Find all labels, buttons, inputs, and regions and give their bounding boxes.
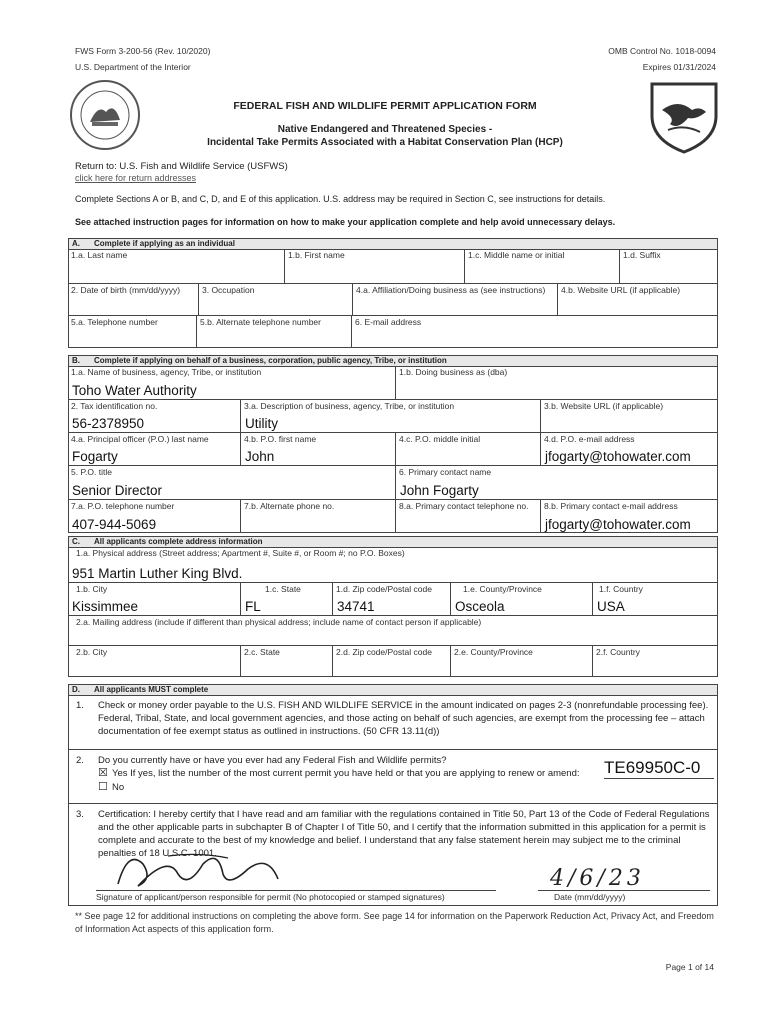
footer-note: ** See page 12 for additional instructions on completing the above form. See page 14 for information on the Paperwork Reduction Act, Privacy Act, and Freedom of Information Act aspects of this application form. <box>75 911 714 934</box>
item-number: 3. <box>76 809 84 820</box>
po-last-name-field[interactable]: 4.a. Principal officer (P.O.) last name Fogarty <box>68 432 240 465</box>
yes-text: Yes If yes, list the number of the most current permit you have held or that you are applying to renew or amend: <box>112 768 580 779</box>
last-name-field[interactable]: 1.a. Last name <box>71 250 128 260</box>
return-to: Return to: U.S. Fish and Wildlife Service (USFWS) <box>75 161 288 172</box>
section-letter: B. <box>72 356 80 365</box>
instruction-line-1: Complete Sections A or B, and C, D, and E of this application. U.S. address may be required in Section C, see instructions for details. <box>75 194 606 204</box>
email-field[interactable]: 6. E-mail address <box>351 315 717 348</box>
tax-id-field[interactable]: 2. Tax identification no. 56-2378950 <box>68 399 240 432</box>
expires: Expires 01/31/2024 <box>642 62 716 72</box>
signature-date[interactable]: 4/6/23 <box>550 866 645 891</box>
permit-question: Do you currently have or have you ever had any Federal Fish and Wildlife permits? <box>98 755 447 766</box>
section-b-header <box>68 355 718 366</box>
section-a-header <box>68 238 718 249</box>
alt-telephone-field[interactable]: 5.b. Alternate telephone number <box>196 315 351 348</box>
section-letter: A. <box>72 239 80 248</box>
section-title: Complete if applying as an individual <box>94 239 235 248</box>
mailing-country-field[interactable]: 2.f. Country <box>592 645 717 677</box>
po-telephone-field[interactable]: 7.a. P.O. telephone number 407-944-5069 <box>68 499 240 533</box>
signature-icon <box>108 844 308 894</box>
affiliation-field[interactable]: 4.a. Affiliation/Doing business as (see instructions) <box>352 283 557 315</box>
country-field[interactable]: 1.f. Country USA <box>592 582 717 615</box>
website-field[interactable]: 4.b. Website URL (if applicable) <box>557 283 717 315</box>
page-number: Page 1 of 14 <box>665 962 714 972</box>
dba-field[interactable]: 1.b. Doing business as (dba) <box>395 366 717 399</box>
contact-telephone-field[interactable]: 8.a. Primary contact telephone no. <box>395 499 540 533</box>
section-d-header <box>68 684 718 695</box>
zip-field[interactable]: 1.d. Zip code/Postal code 34741 <box>332 582 450 615</box>
po-first-name-field[interactable]: 4.b. P.O. first name John <box>240 432 395 465</box>
business-description-field[interactable]: 3.a. Description of business, agency, Tribe, or institution Utility <box>240 399 540 432</box>
permit-history-item <box>68 749 718 799</box>
county-field[interactable]: 1.e. County/Province Osceola <box>450 582 592 615</box>
section-title: Complete if applying on behalf of a business, corporation, public agency, Tribe, or institution <box>94 356 447 365</box>
occupation-field[interactable]: 3. Occupation <box>198 283 352 315</box>
instruction-line-2: See attached instruction pages for information on how to make your application complete and help avoid unnecessary delays. <box>75 217 616 227</box>
alt-phone-field[interactable]: 7.b. Alternate phone no. <box>240 499 395 533</box>
primary-contact-field[interactable]: 6. Primary contact name John Fogarty <box>395 465 717 499</box>
city-field[interactable]: 1.b. City Kissimmee <box>68 582 240 615</box>
business-website-field[interactable]: 3.b. Website URL (if applicable) <box>540 399 717 432</box>
first-name-field[interactable]: 1.b. First name <box>284 249 464 283</box>
middle-name-field[interactable]: 1.c. Middle name or initial <box>464 249 619 283</box>
form-subtitle-2: Incidental Take Permits Associated with a Habitat Conservation Plan (HCP) <box>207 137 563 148</box>
fee-item <box>68 695 718 745</box>
mailing-zip-field[interactable]: 2.d. Zip code/Postal code <box>332 645 450 677</box>
signature-line <box>96 890 496 891</box>
mailing-county-field[interactable]: 2.e. County/Province <box>450 645 592 677</box>
mailing-city-field[interactable]: 2.b. City <box>68 645 240 677</box>
mailing-state-field[interactable]: 2.c. State <box>240 645 332 677</box>
no-checkbox[interactable]: ☐ <box>98 781 108 793</box>
po-middle-initial-field[interactable]: 4.c. P.O. middle initial <box>395 432 540 465</box>
certification-item <box>68 803 718 906</box>
date-label: Date (mm/dd/yyyy) <box>554 892 626 902</box>
form-subtitle-1: Native Endangered and Threatened Species - <box>277 124 493 135</box>
dob-field[interactable]: 2. Date of birth (mm/dd/yyyy) <box>68 283 198 315</box>
signature-label: Signature of applicant/person responsible for permit (No photocopied or stamped signatures) <box>96 892 445 902</box>
physical-address-field[interactable]: 1.a. Physical address (Street address; Apartment #, Suite #, or Room #; no P.O. Boxes) 951 Martin Luther King Blvd. <box>72 548 405 581</box>
omb-number: OMB Control No. 1018-0094 <box>608 46 716 56</box>
form-title: FEDERAL FISH AND WILDLIFE PERMIT APPLICATION FORM <box>233 100 537 112</box>
department: U.S. Department of the Interior <box>75 62 191 72</box>
mailing-address-field[interactable]: 2.a. Mailing address (include if different than physical address; include name of contact person if applicable) <box>68 615 717 645</box>
return-address-link[interactable]: click here for return addresses <box>75 173 197 183</box>
contact-email-field[interactable]: 8.b. Primary contact e-mail address jfogarty@tohowater.com <box>540 499 717 533</box>
certification-text: Certification: I hereby certify that I have read and am familiar with the regulations contained in Title 50, Part 13 of the Code of Federal Regulations and the other applicable parts in subchapter B of Chapter I of Title 50, and I certify that the information submitted in this application for a permit is complete and accurate to the best of my knowledge and belief. I understand that any false statement herein may subject me to the criminal penalties of 18 U.S.C. 1001. <box>98 809 710 859</box>
section-title: All applicants complete address information <box>94 537 263 546</box>
permit-number[interactable]: TE69950C-0 <box>604 758 714 779</box>
po-email-field[interactable]: 4.d. P.O. e-mail address jfogarty@tohowater.com <box>540 432 717 465</box>
date-line <box>538 890 710 891</box>
item-number: 1. <box>76 700 84 711</box>
section-letter: C. <box>72 537 80 546</box>
section-letter: D. <box>72 685 80 694</box>
fee-text: Check or money order payable to the U.S. FISH AND WILDLIFE SERVICE in the amount indicated on pages 2-3 (nonrefundable processing fee). Federal, Tribal, State, and local government agencies, and those acting on behalf of such agencies, are exempt from the processing fee – attach documentation of fee exempt status as outlined in instructions. (50 CFR 13.11(d)) <box>98 700 709 737</box>
state-field[interactable]: 1.c. State FL <box>240 582 332 615</box>
suffix-field[interactable]: 1.d. Suffix <box>619 249 717 283</box>
section-title: All applicants MUST complete <box>94 685 209 694</box>
telephone-field[interactable]: 5.a. Telephone number <box>68 315 196 348</box>
yes-checkbox[interactable]: ☒ <box>98 767 108 779</box>
business-name-field[interactable]: 1.a. Name of business, agency, Tribe, or institution Toho Water Authority <box>71 367 262 398</box>
item-number: 2. <box>76 755 84 766</box>
no-text: No <box>112 782 125 793</box>
section-c-header <box>68 536 718 547</box>
po-title-field[interactable]: 5. P.O. title Senior Director <box>68 465 395 499</box>
form-number: FWS Form 3-200-56 (Rev. 10/2020) <box>75 46 211 56</box>
